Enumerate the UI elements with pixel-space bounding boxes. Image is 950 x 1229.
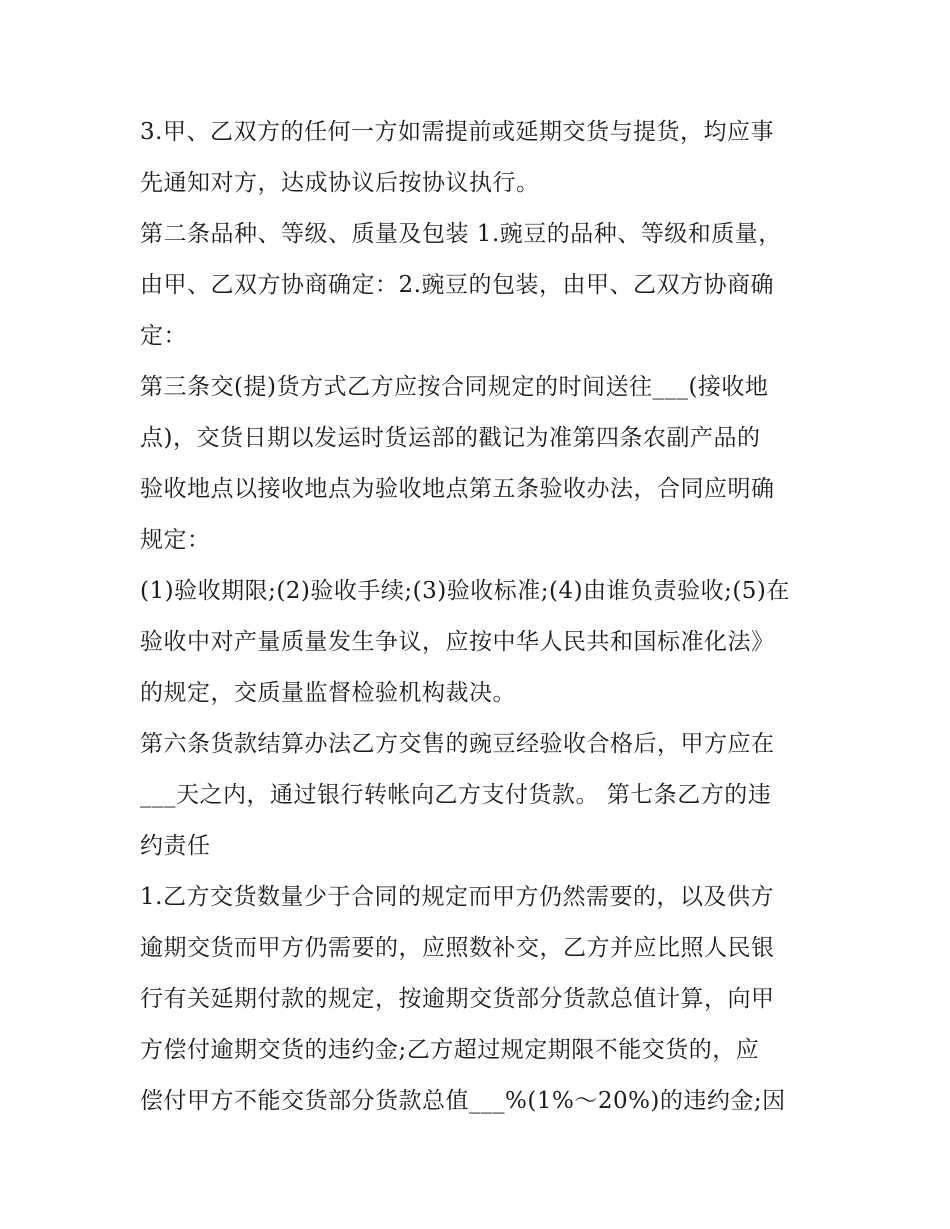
text-line: 3.甲、乙双方的任何一方如需提前或延期交货与提货，均应事 [140, 119, 774, 145]
text-line: 逾期交货而甲方仍需要的，应照数补交，乙方并应比照人民银 [140, 935, 775, 961]
text-line: 约责任 [140, 833, 211, 859]
text-line: 验收地点以接收地点为验收地点第五条验收办法，合同应明确 [140, 476, 775, 502]
text-line: 规定： [140, 527, 211, 553]
text-line: 先通知对方，达成协议后按协议执行。 [140, 170, 540, 196]
text-line: 第六条货款结算办法乙方交售的豌豆经验收合格后，甲方应在 [140, 731, 775, 757]
text-line: 第三条交(提)货方式乙方应按合同规定的时间送往___(接收地 [140, 374, 769, 400]
text-line: (1)验收期限;(2)验收手续;(3)验收标准;(4)由谁负责验收;(5)在 [140, 578, 790, 604]
text-line: 第二条品种、等级、质量及包装 1.豌豆的品种、等级和质量， [140, 221, 782, 247]
text-line: 偿付甲方不能交货部分货款总值___%(1%～20%)的违约金;因 [140, 1088, 786, 1114]
text-line: 由甲、乙双方协商确定：2.豌豆的包装，由甲、乙双方协商确 [140, 272, 774, 298]
text-line: ___天之内，通过银行转帐向乙方支付货款。 第七条乙方的违 [140, 782, 772, 808]
text-line: 验收中对产量质量发生争议，应按中华人民共和国标准化法》 [140, 629, 775, 655]
document-body [140, 107, 820, 1127]
text-line: 的规定，交质量监督检验机构裁决。 [140, 680, 516, 706]
text-line: 行有关延期付款的规定，按逾期交货部分货款总值计算，向甲 [140, 986, 775, 1012]
text-line: 定： [140, 323, 187, 349]
text-line: 方偿付逾期交货的违约金;乙方超过规定期限不能交货的，应 [140, 1037, 760, 1063]
text-line: 点)，交货日期以发运时货运部的戳记为准第四条农副产品的 [140, 425, 761, 451]
text-line: 1.乙方交货数量少于合同的规定而甲方仍然需要的，以及供方 [140, 884, 774, 910]
